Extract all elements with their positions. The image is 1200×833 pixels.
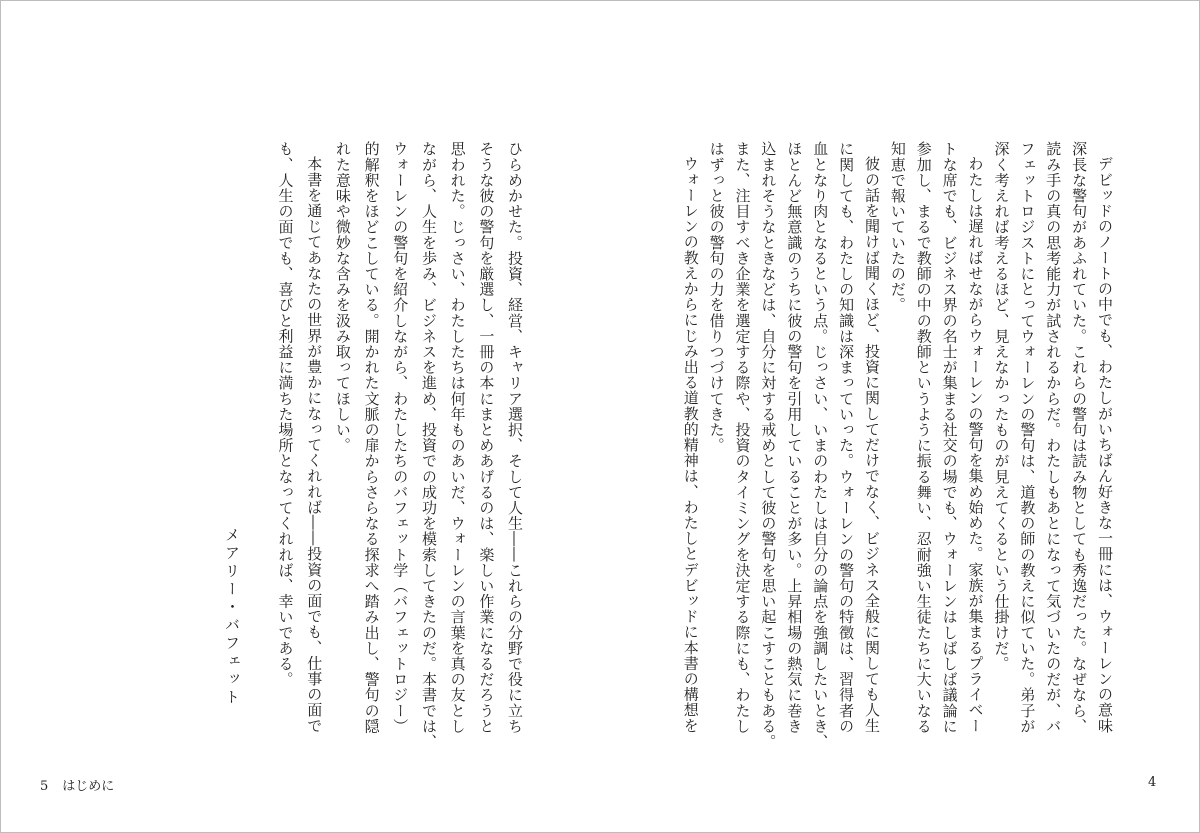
text-column: トな席でも、ビジネス界の名士が集まる社交の場でも、ウォーレンはしばしば議論に <box>940 141 959 734</box>
text-column: 血となり肉となるという点。じっさい、いまのわたしは自分の論点を強調したいとき、 <box>811 141 830 750</box>
running-head: はじめに <box>62 779 115 794</box>
text-column: 的解釈をほどこしている。開かれた文脈の扉からさらなる探求へ踏み出し、警句の隠 <box>362 141 381 734</box>
left-folio <box>40 775 114 794</box>
left-page-body <box>271 141 529 750</box>
text-column: そうな彼の警句を厳選し、一冊の本にまとめあげるのは、楽しい作業になるだろうと <box>477 141 496 734</box>
page-number: 4 <box>1148 775 1157 790</box>
text-column: はずっと彼の警句の力を借りつづけてきた。 <box>707 141 726 453</box>
text-column: また、注目すべき企業を選定する際や、投資のタイミングを決定する際にも、わたし <box>733 141 752 734</box>
text-column: 深長な警句があふれていた。これらの警句は読み物としても秀逸だった。なぜなら、 <box>1070 141 1089 734</box>
text-column: フェットロジストにとってウォーレンの警句は、道教の師の教えに似ていた。弟子が <box>1018 141 1037 734</box>
text-column: わたしは遅ればせながらウォーレンの警句を集め始めた。家族が集まるプライベー <box>966 156 985 734</box>
right-page-body <box>677 141 1117 750</box>
text-column: 本書を通じてあなたの世界が豊かになってくれれば――投資の面でも、仕事の面で <box>305 156 324 734</box>
text-column: も、人生の面でも、喜びと利益に満ちた場所となってくれれば、幸いである。 <box>276 141 295 687</box>
text-column: に関しても、わたしの知識は深まっていった。ウォーレンの警句の特徴は、習得者の <box>837 141 856 734</box>
text-column: 思われた。じっさい、わたしたちは何年ものあいだ、ウォーレンの言葉を真の友とし <box>448 141 467 734</box>
text-column: ウォーレンの教えからにじみ出る道教的精神は、わたしとデビッドに本書の構想を <box>681 156 700 734</box>
text-column: 彼の話を聞けば聞くほど、投資に関してだけでなく、ビジネス全般に関しても人生 <box>862 156 881 734</box>
text-column: 深く考えれば考えるほど、見えなかったものが見えてくるという仕掛けだ。 <box>992 141 1011 672</box>
text-column: ながら、人生を歩み、ビジネスを進め、投資での成功を模索してきたのだ。本書では、 <box>419 141 438 750</box>
text-column: ウォーレンの警句を紹介しながら、わたしたちのバフェット学（バフェットロジー） <box>391 141 410 734</box>
text-column: れた意味や微妙な含みを汲み取ってほしい。 <box>333 141 352 453</box>
text-column: 読み手の真の思考能力が試されるからだ。わたしもあとになって気づいたのだが、バ <box>1044 141 1063 734</box>
page-number: 5 <box>40 779 49 794</box>
text-column: デビッドのノートの中でも、わたしがいちばん好きな一冊には、ウォーレンの意味 <box>1096 156 1114 734</box>
text-column: ほとんど無意識のうちに彼の警句を引用していることが多い。上昇相場の熱気に巻き <box>785 141 804 734</box>
text-column: ひらめかせた。投資、経営、キャリア選択、そして人生――これらの分野で役に立ち <box>506 141 524 734</box>
right-folio <box>1148 775 1156 790</box>
text-column: 知恵で報いていたのだ。 <box>888 141 907 313</box>
author-signature: メアリー・バフェット <box>223 527 241 707</box>
text-column: 込まれそうなときなどは、自分に対する戒めとして彼の警句を思い起こすこともある。 <box>759 141 778 750</box>
text-column: 参加し、まるで教師の中の教師というように振る舞い、忍耐強い生徒たちに大いなる <box>914 141 933 734</box>
